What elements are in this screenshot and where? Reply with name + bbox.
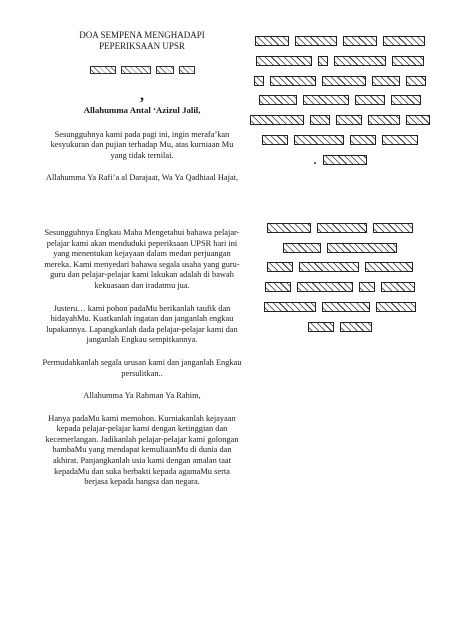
arabic-glyph-word <box>267 262 293 272</box>
invocation-heading: Allahumma Antal ‘Azizul Jalil, <box>83 105 201 115</box>
arabic-glyph-word <box>322 76 366 86</box>
arabic-glyph-word <box>322 302 370 312</box>
arabic-glyph-word <box>376 302 416 312</box>
paragraph-memohon: Hanya padaMu kami memohon. Kurniakanlah kejayaan kepada pelajar-pelajar kami dengan ketinggian dan kecemerlangan. Jadikanlah pelajar-pelajar kami golongan hambaMu yang mendapat kemuliaanMu di dunia dan akhirat. Panjangkanlah usia kami dengan amalan taat kepadaMu dan suka berbakti kepada agamaMu serta berjasa kepada bangsa dan negara. <box>45 413 239 487</box>
glyph-line <box>245 302 435 314</box>
paragraph-justeru: Justeru… kami pohon padaMu berikanlah taufik dan hidayahMu. Kuatkanlah ingatan dan janganlah engkau lupakannya. Lapangkanlah dada pelajar-pelajar kami dan janganlah Engkau sempitkannya. <box>46 303 238 345</box>
arabic-glyph-word <box>323 155 367 165</box>
glyph-block-second <box>245 223 435 334</box>
arabic-glyph-word <box>299 262 359 272</box>
arabic-glyph-word <box>365 262 413 272</box>
right-column-arabic-glyphs <box>245 36 435 342</box>
arabic-glyph-word <box>406 115 430 125</box>
arabic-glyph-word <box>255 36 289 46</box>
glyph-line <box>245 243 435 255</box>
arabic-glyph-word <box>355 95 385 105</box>
paragraph-rafia: Allahumma Ya Rafi’a al Darajaat, Wa Ya Qadhiaal Hajat, <box>45 173 239 183</box>
glyph-line <box>245 56 435 68</box>
paragraph-rahman: Allahumma Ya Rahman Ya Rahim, <box>83 391 201 401</box>
arabic-glyph-word <box>336 115 362 125</box>
left-column <box>42 30 242 488</box>
arabic-glyph-word <box>373 223 413 233</box>
glyph-line <box>245 152 435 167</box>
arabic-glyph-word <box>179 66 195 74</box>
arabic-glyph-word <box>350 135 376 145</box>
arabic-glyph-word <box>256 56 312 66</box>
arabic-subtitle-glyphs <box>42 66 242 76</box>
arabic-glyph-word <box>294 135 344 145</box>
arabic-glyph-word <box>381 282 415 292</box>
doc-title-line2: PEPERIKSAAN UPSR <box>99 41 185 51</box>
glyph-line <box>245 282 435 294</box>
glyph-line <box>245 135 435 147</box>
glyph-line <box>245 76 435 88</box>
arabic-glyph-word <box>382 135 418 145</box>
period-mark: . <box>313 152 317 167</box>
glyph-line <box>245 36 435 48</box>
arabic-glyph-word <box>359 282 375 292</box>
arabic-glyph-word <box>262 135 288 145</box>
glyph-line <box>245 322 435 334</box>
arabic-glyph-word <box>310 115 330 125</box>
arabic-glyph-word <box>259 95 297 105</box>
arabic-glyph-word <box>406 76 426 86</box>
arabic-glyph-word <box>340 322 372 332</box>
arabic-glyph-word <box>392 56 424 66</box>
arabic-glyph-word <box>283 243 321 253</box>
arabic-glyph-word <box>265 282 291 292</box>
arabic-glyph-word <box>121 66 151 74</box>
arabic-glyph-word <box>317 223 367 233</box>
arabic-glyph-word <box>368 115 400 125</box>
arabic-glyph-word <box>391 95 421 105</box>
paragraph-knowledge: Sesungguhnya Engkau Maha Mengetahui bahawa pelajar-pelajar kami akan menduduki peperiksaan UPSR hari ini yang menentukan kejayaan dalam medan perjuangan mereka. Kami menyedari bahawa segala usaha yang guru-guru dan pelajar-pelajar kami lakukan adalah di bawah kekuasaan dan iradatmu jua. <box>44 227 240 290</box>
arabic-glyph-word <box>254 76 264 86</box>
arabic-glyph-word <box>334 56 386 66</box>
arabic-glyph-word <box>264 302 316 312</box>
arabic-glyph-word <box>372 76 400 86</box>
comma-mark: , <box>140 87 144 104</box>
arabic-glyph-word <box>318 56 328 66</box>
arabic-glyph-word <box>270 76 316 86</box>
doc-title-line1: DOA SEMPENA MENGHADAPI <box>79 30 205 40</box>
glyph-line <box>245 95 435 107</box>
arabic-glyph-word <box>327 243 397 253</box>
arabic-glyph-word <box>383 36 425 46</box>
arabic-glyph-word <box>250 115 304 125</box>
arabic-glyph-word <box>297 282 353 292</box>
glyph-line <box>245 223 435 235</box>
arabic-glyph-word <box>156 66 174 74</box>
paragraph-permudahkan: Permudahkanlah segala urusan kami dan janganlah Engkau persulitkan.. <box>42 357 242 378</box>
paragraph-gratitude: Sesungguhnya kami pada pagi ini, ingin merafa’kan kesyukuran dan pujian terhadap Mu, atas kurniaan Mu yang tidak ternilai. <box>50 129 234 160</box>
arabic-glyph-word <box>295 36 337 46</box>
arabic-glyph-word <box>343 36 377 46</box>
arabic-glyph-word <box>90 66 116 74</box>
glyph-line <box>245 115 435 127</box>
arabic-glyph-word <box>267 223 311 233</box>
glyph-line <box>245 262 435 274</box>
arabic-glyph-word <box>308 322 334 332</box>
arabic-glyph-word <box>303 95 349 105</box>
